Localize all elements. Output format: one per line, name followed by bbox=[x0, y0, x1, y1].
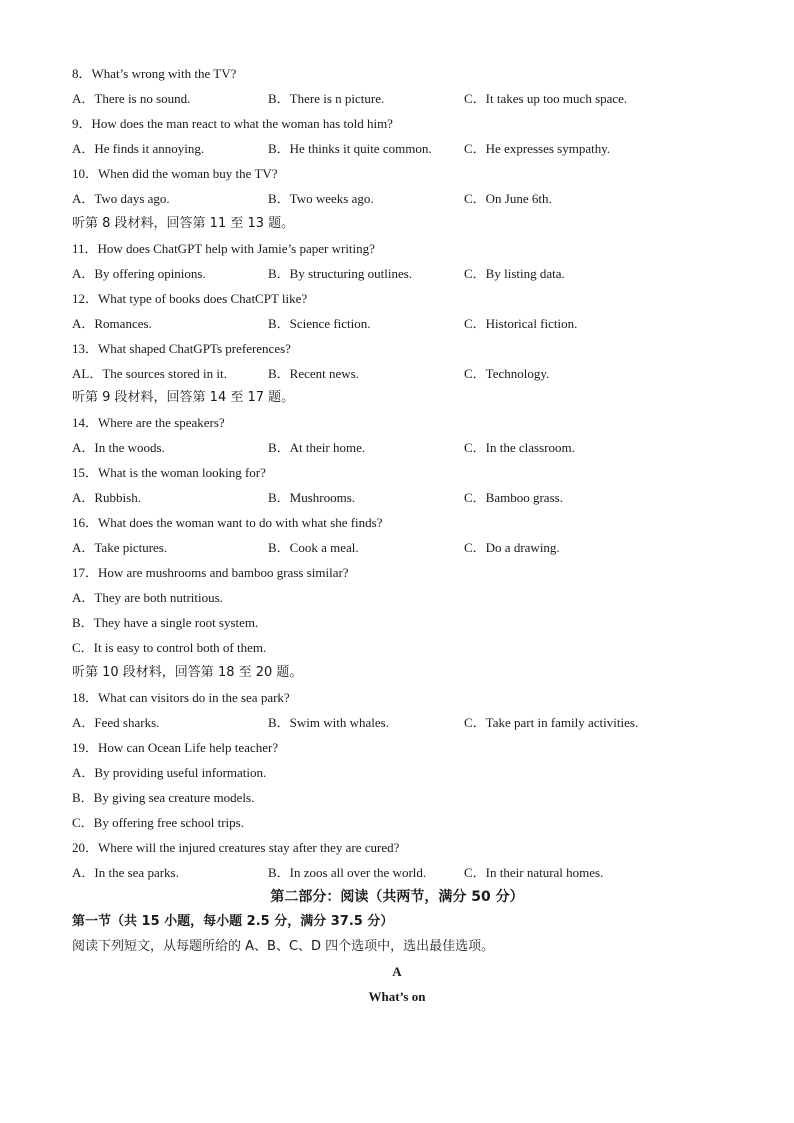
question-20: 20．Where will the injured creatures stay after they are cured? bbox=[72, 840, 400, 855]
option-a: A．In the woods. bbox=[72, 440, 165, 455]
option-a: A．Rubbish. bbox=[72, 490, 141, 505]
option-a: A．Take pictures. bbox=[72, 540, 168, 555]
option-c: C．By listing data. bbox=[464, 266, 565, 281]
section-prompt-8: 听第 8 段材料，回答第 11 至 13 题。 bbox=[72, 216, 295, 231]
question-12: 12．What type of books does ChatCPT like? bbox=[72, 291, 308, 306]
option-a: A．There is no sound. bbox=[72, 91, 191, 106]
option-a: A．Two days ago. bbox=[72, 191, 170, 206]
option-b: B．Swim with whales. bbox=[268, 715, 389, 730]
option-c: C．Historical fiction. bbox=[464, 316, 578, 331]
option-a: A．By providing useful information. bbox=[72, 765, 267, 780]
option-c: C．By offering free school trips. bbox=[72, 815, 244, 830]
option-c: C．It takes up too much space. bbox=[464, 91, 628, 106]
option-b: B．In zoos all over the world. bbox=[268, 865, 427, 880]
option-b: B．Mushrooms. bbox=[268, 490, 356, 505]
option-b: B．Two weeks ago. bbox=[268, 191, 374, 206]
question-13: 13．What shaped ChatGPTs preferences? bbox=[72, 341, 291, 356]
question-8: 8．What’s wrong with the TV? bbox=[72, 66, 237, 81]
option-b: B．Recent news. bbox=[268, 366, 359, 381]
option-c: C．Bamboo grass. bbox=[464, 490, 563, 505]
option-b: B．At their home. bbox=[268, 440, 366, 455]
option-b: B．Cook a meal. bbox=[268, 540, 359, 555]
option-c: C．In their natural homes. bbox=[464, 865, 604, 880]
option-b: B．There is n picture. bbox=[268, 91, 385, 106]
option-a: AL．The sources stored in it. bbox=[72, 366, 227, 381]
option-b: B．He thinks it quite common. bbox=[268, 141, 432, 156]
option-c: C．Do a drawing. bbox=[464, 540, 560, 555]
option-a: A．They are both nutritious. bbox=[72, 590, 223, 605]
part2-title: 第二部分：阅读（共两节，满分 50 分） bbox=[270, 889, 524, 905]
question-14: 14．Where are the speakers? bbox=[72, 415, 225, 430]
question-19: 19．How can Ocean Life help teacher? bbox=[72, 740, 279, 755]
option-b: B．Science fiction. bbox=[268, 316, 371, 331]
option-c: C．Take part in family activities. bbox=[464, 715, 639, 730]
question-9: 9．How does the man react to what the woman has told him? bbox=[72, 116, 393, 131]
option-c: C．He expresses sympathy. bbox=[464, 141, 611, 156]
option-a: A．In the sea parks. bbox=[72, 865, 179, 880]
reading-instruction: 阅读下列短文，从每题所给的 A、B、C、D 四个选项中，选出最佳选项。 bbox=[72, 939, 495, 954]
option-a: A．By offering opinions. bbox=[72, 266, 206, 281]
option-a: A．Feed sharks. bbox=[72, 715, 160, 730]
question-17: 17．How are mushrooms and bamboo grass similar? bbox=[72, 565, 349, 580]
option-c: C．Technology. bbox=[464, 366, 550, 381]
question-10: 10．When did the woman buy the TV? bbox=[72, 166, 278, 181]
section1-heading: 第一节（共 15 小题，每小题 2.5 分，满分 37.5 分） bbox=[72, 914, 394, 929]
option-a: A．Romances. bbox=[72, 316, 152, 331]
section-prompt-10: 听第 10 段材料，回答第 18 至 20 题。 bbox=[72, 665, 303, 680]
question-11: 11．How does ChatGPT help with Jamie’s paper writing? bbox=[72, 241, 375, 256]
question-16: 16．What does the woman want to do with what she finds? bbox=[72, 515, 383, 530]
option-b: B．By structuring outlines. bbox=[268, 266, 413, 281]
option-c: C．On June 6th. bbox=[464, 191, 552, 206]
option-b: B．By giving sea creature models. bbox=[72, 790, 255, 805]
section-prompt-9: 听第 9 段材料，回答第 14 至 17 题。 bbox=[72, 390, 295, 405]
passage-title: What’s on bbox=[368, 989, 426, 1004]
question-15: 15．What is the woman looking for? bbox=[72, 465, 266, 480]
question-18: 18．What can visitors do in the sea park? bbox=[72, 690, 290, 705]
option-c: C．It is easy to control both of them. bbox=[72, 640, 267, 655]
option-c: C．In the classroom. bbox=[464, 440, 575, 455]
passage-letter: A bbox=[392, 964, 402, 979]
option-b: B．They have a single root system. bbox=[72, 615, 259, 630]
option-a: A．He finds it annoying. bbox=[72, 141, 205, 156]
